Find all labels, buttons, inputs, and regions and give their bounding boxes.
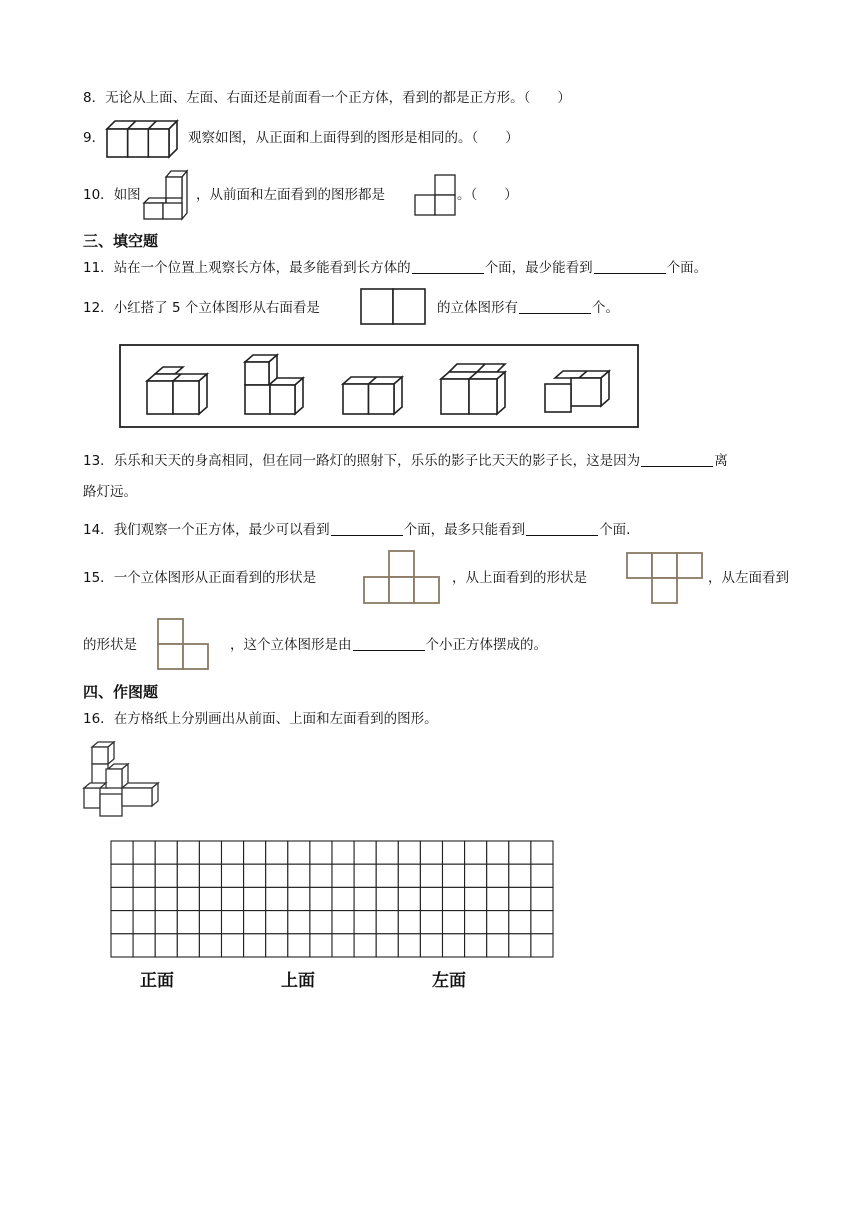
question-15: 15．一个立体图形从正面看到的形状是 (83, 570, 317, 586)
grid-label-top: 上面 (281, 971, 315, 991)
answer-blank[interactable] (519, 299, 591, 314)
question-10-mid: ，从前面和左面看到的图形都是 (196, 187, 385, 203)
cube-row-figure (105, 119, 180, 159)
grid-cell[interactable] (531, 911, 553, 934)
answer-grid[interactable] (110, 840, 555, 960)
grid-cell[interactable] (376, 887, 398, 910)
answer-blank[interactable] (353, 636, 425, 651)
question-9-text: 观察如图，从正面和上面得到的图形是相同的。（ ） (188, 130, 519, 146)
grid-cell[interactable] (420, 934, 442, 957)
grid-cell[interactable] (222, 864, 244, 887)
answer-blank[interactable] (641, 452, 713, 467)
grid-cell[interactable] (420, 911, 442, 934)
grid-cell[interactable] (332, 934, 354, 957)
grid-cell[interactable] (487, 841, 509, 864)
question-9: 9． (83, 130, 106, 146)
grid-cell[interactable] (288, 934, 310, 957)
grid-cell[interactable] (509, 841, 531, 864)
grid-cell[interactable] (266, 911, 288, 934)
grid-cell[interactable] (465, 911, 487, 934)
grid-cell[interactable] (199, 887, 221, 910)
grid-cell[interactable] (177, 841, 199, 864)
grid-cell[interactable] (155, 911, 177, 934)
grid-cell[interactable] (222, 934, 244, 957)
front-view-figure (360, 548, 444, 606)
grid-cell[interactable] (310, 911, 332, 934)
grid-cell[interactable] (465, 887, 487, 910)
grid-cell[interactable] (111, 864, 133, 887)
grid-cell[interactable] (310, 864, 332, 887)
grid-cell[interactable] (133, 864, 155, 887)
top-view-figure (624, 551, 704, 607)
question-15-mid: ，从上面看到的形状是 (452, 570, 587, 586)
question-10-post: 。（ ） (457, 187, 518, 203)
stacked-cubes-figure (82, 739, 162, 821)
left-view-figure (153, 617, 213, 673)
grid-cell[interactable] (465, 864, 487, 887)
grid-cell[interactable] (487, 934, 509, 957)
section-4-title: 四、作图题 (83, 683, 159, 701)
grid-cell[interactable] (199, 864, 221, 887)
grid-cell[interactable] (199, 911, 221, 934)
grid-cell[interactable] (376, 864, 398, 887)
question-13: 13．乐乐和天天的身高相同，但在同一路灯的照射下，乐乐的影子比天天的影子长，这是因为 离 (83, 453, 728, 469)
grid-cell[interactable] (487, 887, 509, 910)
grid-cell[interactable] (376, 934, 398, 957)
question-8: 8．无论从上面、左面、右面还是前面看一个正方体，看到的都是正方形。（ ） (83, 90, 571, 106)
grid-cell[interactable] (177, 911, 199, 934)
grid-cell[interactable] (509, 934, 531, 957)
grid-cell[interactable] (531, 841, 553, 864)
question-15-line2b: ，这个立体图形是由 个小正方体摆成的。 (230, 637, 547, 653)
question-16: 16．在方格纸上分别画出从前面、上面和左面看到的图形。 (83, 711, 438, 727)
grid-cell[interactable] (354, 864, 376, 887)
grid-cell[interactable] (443, 864, 465, 887)
grid-cell[interactable] (222, 887, 244, 910)
grid-label-front: 正面 (140, 971, 174, 991)
grid-cell[interactable] (288, 841, 310, 864)
l-shape-view-figure (413, 174, 457, 216)
grid-cell[interactable] (244, 934, 266, 957)
grid-cell[interactable] (398, 934, 420, 957)
grid-cell[interactable] (465, 934, 487, 957)
five-solids-figure (119, 344, 639, 428)
grid-cell[interactable] (244, 841, 266, 864)
grid-cell[interactable] (509, 887, 531, 910)
grid-cell[interactable] (420, 887, 442, 910)
section-3-title: 三、填空题 (83, 232, 159, 250)
question-10: 10．如图 (83, 187, 141, 203)
grid-cell[interactable] (531, 934, 553, 957)
grid-cell[interactable] (332, 911, 354, 934)
grid-cell[interactable] (443, 887, 465, 910)
grid-cell[interactable] (266, 841, 288, 864)
grid-cell[interactable] (509, 911, 531, 934)
grid-cell[interactable] (398, 887, 420, 910)
grid-cell[interactable] (244, 864, 266, 887)
question-15-tail: ，从左面看到 (708, 570, 789, 586)
question-12-tail: 的立体图形有 个。 (437, 300, 619, 316)
grid-cell[interactable] (354, 911, 376, 934)
grid-cell[interactable] (443, 934, 465, 957)
grid-cell[interactable] (310, 841, 332, 864)
answer-blank[interactable] (412, 259, 484, 274)
question-13-line2: 路灯远。 (83, 484, 137, 500)
grid-cell[interactable] (266, 864, 288, 887)
answer-blank[interactable] (331, 521, 403, 536)
grid-cell[interactable] (288, 911, 310, 934)
grid-cell[interactable] (354, 841, 376, 864)
grid-cell[interactable] (111, 934, 133, 957)
grid-cell[interactable] (465, 841, 487, 864)
grid-cell[interactable] (111, 911, 133, 934)
grid-label-left: 左面 (432, 971, 466, 991)
grid-cell[interactable] (177, 887, 199, 910)
cube-l-figure (142, 168, 194, 220)
grid-cell[interactable] (398, 841, 420, 864)
answer-blank[interactable] (526, 521, 598, 536)
grid-cell[interactable] (111, 841, 133, 864)
grid-cell[interactable] (332, 841, 354, 864)
grid-cell[interactable] (133, 934, 155, 957)
grid-cell[interactable] (288, 864, 310, 887)
question-12: 12．小红搭了 5 个立体图形从右面看是 (83, 300, 320, 316)
grid-cell[interactable] (133, 841, 155, 864)
question-15-line2a: 的形状是 (83, 637, 137, 653)
grid-cell[interactable] (222, 911, 244, 934)
grid-cell[interactable] (376, 911, 398, 934)
grid-cell[interactable] (111, 887, 133, 910)
grid-cell[interactable] (133, 887, 155, 910)
grid-cell[interactable] (332, 864, 354, 887)
grid-cell[interactable] (155, 841, 177, 864)
question-14: 14．我们观察一个正方体，最少可以看到 个面，最多只能看到 个面. (83, 522, 631, 538)
grid-cell[interactable] (266, 934, 288, 957)
grid-cell[interactable] (310, 887, 332, 910)
grid-cell[interactable] (443, 841, 465, 864)
grid-cell[interactable] (155, 887, 177, 910)
answer-blank[interactable] (594, 259, 666, 274)
grid-cell[interactable] (443, 911, 465, 934)
grid-cell[interactable] (177, 864, 199, 887)
grid-cell[interactable] (244, 911, 266, 934)
grid-cell[interactable] (531, 887, 553, 910)
grid-cell[interactable] (398, 911, 420, 934)
question-11: 11．站在一个位置上观察长方体，最多能看到长方体的 个面，最少能看到 个面。 (83, 260, 708, 276)
grid-cell[interactable] (398, 864, 420, 887)
two-square-view-figure (360, 288, 426, 326)
grid-cell[interactable] (266, 887, 288, 910)
grid-cell[interactable] (310, 934, 332, 957)
grid-cell[interactable] (288, 887, 310, 910)
grid-cell[interactable] (354, 887, 376, 910)
grid-cell[interactable] (509, 864, 531, 887)
grid-cell[interactable] (487, 911, 509, 934)
grid-cell[interactable] (177, 934, 199, 957)
grid-cell[interactable] (531, 864, 553, 887)
grid-cell[interactable] (420, 841, 442, 864)
grid-cell[interactable] (155, 864, 177, 887)
grid-cell[interactable] (376, 841, 398, 864)
grid-cell[interactable] (487, 864, 509, 887)
grid-cell[interactable] (133, 911, 155, 934)
grid-cell[interactable] (420, 864, 442, 887)
grid-cell[interactable] (155, 934, 177, 957)
grid-cell[interactable] (354, 934, 376, 957)
grid-cell[interactable] (222, 841, 244, 864)
grid-cell[interactable] (332, 887, 354, 910)
grid-cell[interactable] (244, 887, 266, 910)
grid-cell[interactable] (199, 934, 221, 957)
grid-cell[interactable] (199, 841, 221, 864)
